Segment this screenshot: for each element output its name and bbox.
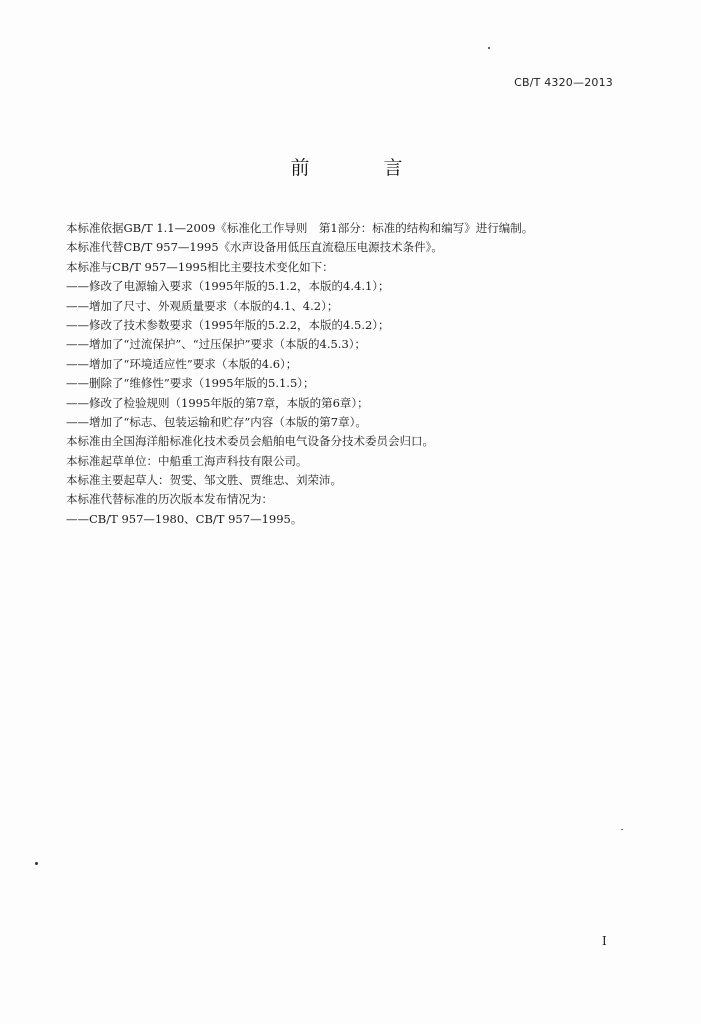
list-item: ——修改了电源输入要求（1995年版的5.1.2，本版的4.4.1）； bbox=[66, 279, 390, 294]
list-item: ——CB/T 957—1980、CB/T 957—1995。 bbox=[66, 511, 303, 526]
page-title: 前 言 bbox=[290, 157, 437, 179]
list-item: ——修改了检验规则（1995年版的第7章，本版的第6章）； bbox=[66, 395, 369, 410]
list-item: ——增加了“环境适应性”要求（本版的4.6）； bbox=[66, 356, 298, 371]
list-item: ——增加了“过流保护”、“过压保护”要求（本版的4.5.3）； bbox=[66, 337, 367, 352]
text-line: 本标准与CB/T 957—1995相比主要技术变化如下： bbox=[66, 259, 334, 274]
list-item: ——删除了“维修性”要求（1995年版的5.1.5）； bbox=[66, 376, 315, 391]
text-line: 本标准起草单位：中船重工海声科技有限公司。 bbox=[66, 453, 308, 468]
list-item: ——增加了“标志、包装运输和贮存”内容（本版的第7章）。 bbox=[66, 414, 367, 429]
text-line: 本标准由全国海洋船标准化技术委员会船舶电气设备分技术委员会归口。 bbox=[66, 434, 434, 449]
text-line: 本标准代替CB/T 957—1995《水声设备用低压直流稳压电源技术条件》。 bbox=[66, 240, 443, 255]
foreword-body bbox=[66, 219, 626, 529]
scan-speck bbox=[621, 829, 623, 830]
scan-speck bbox=[488, 47, 490, 49]
list-item: ——修改了技术参数要求（1995年版的5.2.2，本版的4.5.2）； bbox=[66, 317, 390, 332]
scan-speck bbox=[35, 862, 38, 865]
text-line: 本标准主要起草人：贺雯、邹文胜、贾维忠、刘荣沛。 bbox=[66, 473, 342, 488]
text-line: 本标准代替标准的历次版本发布情况为： bbox=[66, 492, 273, 507]
list-item: ——增加了尺寸、外观质量要求（本版的4.1、4.2）； bbox=[66, 298, 339, 313]
text-line: 本标准依据GB/T 1.1—2009《标准化工作导则 第1部分：标准的结构和编写》进行编制。 bbox=[66, 221, 534, 235]
page-number: I bbox=[602, 934, 607, 948]
standard-code: CB/T 4320—2013 bbox=[514, 76, 613, 89]
